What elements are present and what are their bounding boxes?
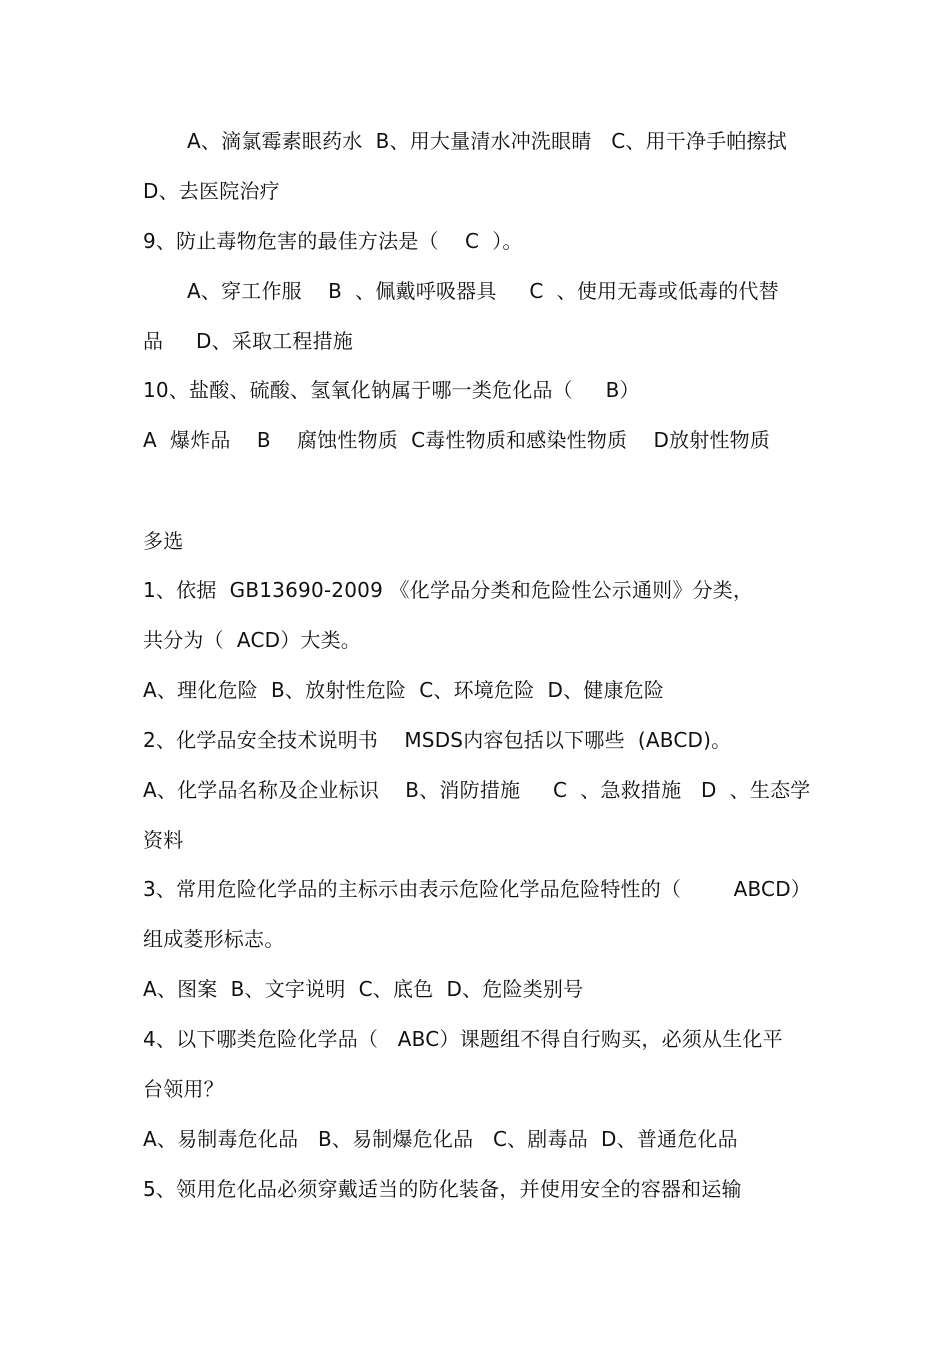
multi-question-1: 1、依据 GB13690-2009 《化学品分类和危险性公示通则》分类， xyxy=(143,578,754,602)
multi-question-4-cont: 台领用？ xyxy=(143,1077,224,1101)
multi-question-3: 3、常用危险化学品的主标示由表示危险化学品危险特性的（ ABCD） xyxy=(143,877,811,901)
option-line-q8-d: D、去医院治疗 xyxy=(143,179,280,203)
multi-options-4: A、易制毒危化品 B、易制爆危化品 C、剧毒品 D、普通危化品 xyxy=(143,1127,738,1151)
multi-question-5: 5、领用危化品必须穿戴适当的防化装备，并使用安全的容器和运输 xyxy=(143,1177,742,1201)
multi-question-2: 2、化学品安全技术说明书 MSDS内容包括以下哪些 (ABCD)。 xyxy=(143,728,732,752)
multi-options-3: A、图案 B、文字说明 C、底色 D、危险类别号 xyxy=(143,977,584,1001)
multi-question-4: 4、以下哪类危险化学品（ ABC）课题组不得自行购买，必须从生化平 xyxy=(143,1027,783,1051)
multi-options-2: A、化学品名称及企业标识 B、消防措施 C 、急救措施 D 、生态学 xyxy=(143,778,811,802)
option-line-q9: A、穿工作服 B 、佩戴呼吸器具 C 、使用无毒或低毒的代替 xyxy=(187,279,779,303)
multi-options-1: A、理化危险 B、放射性危险 C、环境危险 D、健康危险 xyxy=(143,678,665,702)
question-10: 10、盐酸、硫酸、氢氧化钠属于哪一类危化品（ B） xyxy=(143,378,640,402)
option-line-q9-cont: 品 D、采取工程措施 xyxy=(143,329,353,353)
multi-question-1-cont: 共分为（ ACD）大类。 xyxy=(143,628,362,652)
option-line-q8: A、滴氯霉素眼药水 B、用大量清水冲洗眼睛 C、用干净手帕擦拭 xyxy=(187,129,787,153)
multi-question-3-cont: 组成菱形标志。 xyxy=(143,927,285,951)
option-line-q10: A 爆炸品 B 腐蚀性物质 C毒性物质和感染性物质 D放射性物质 xyxy=(143,428,771,452)
section-heading-multi: 多选 xyxy=(143,529,184,553)
multi-options-2-cont: 资料 xyxy=(143,828,184,852)
question-9: 9、防止毒物危害的最佳方法是（ C ）。 xyxy=(143,229,523,253)
